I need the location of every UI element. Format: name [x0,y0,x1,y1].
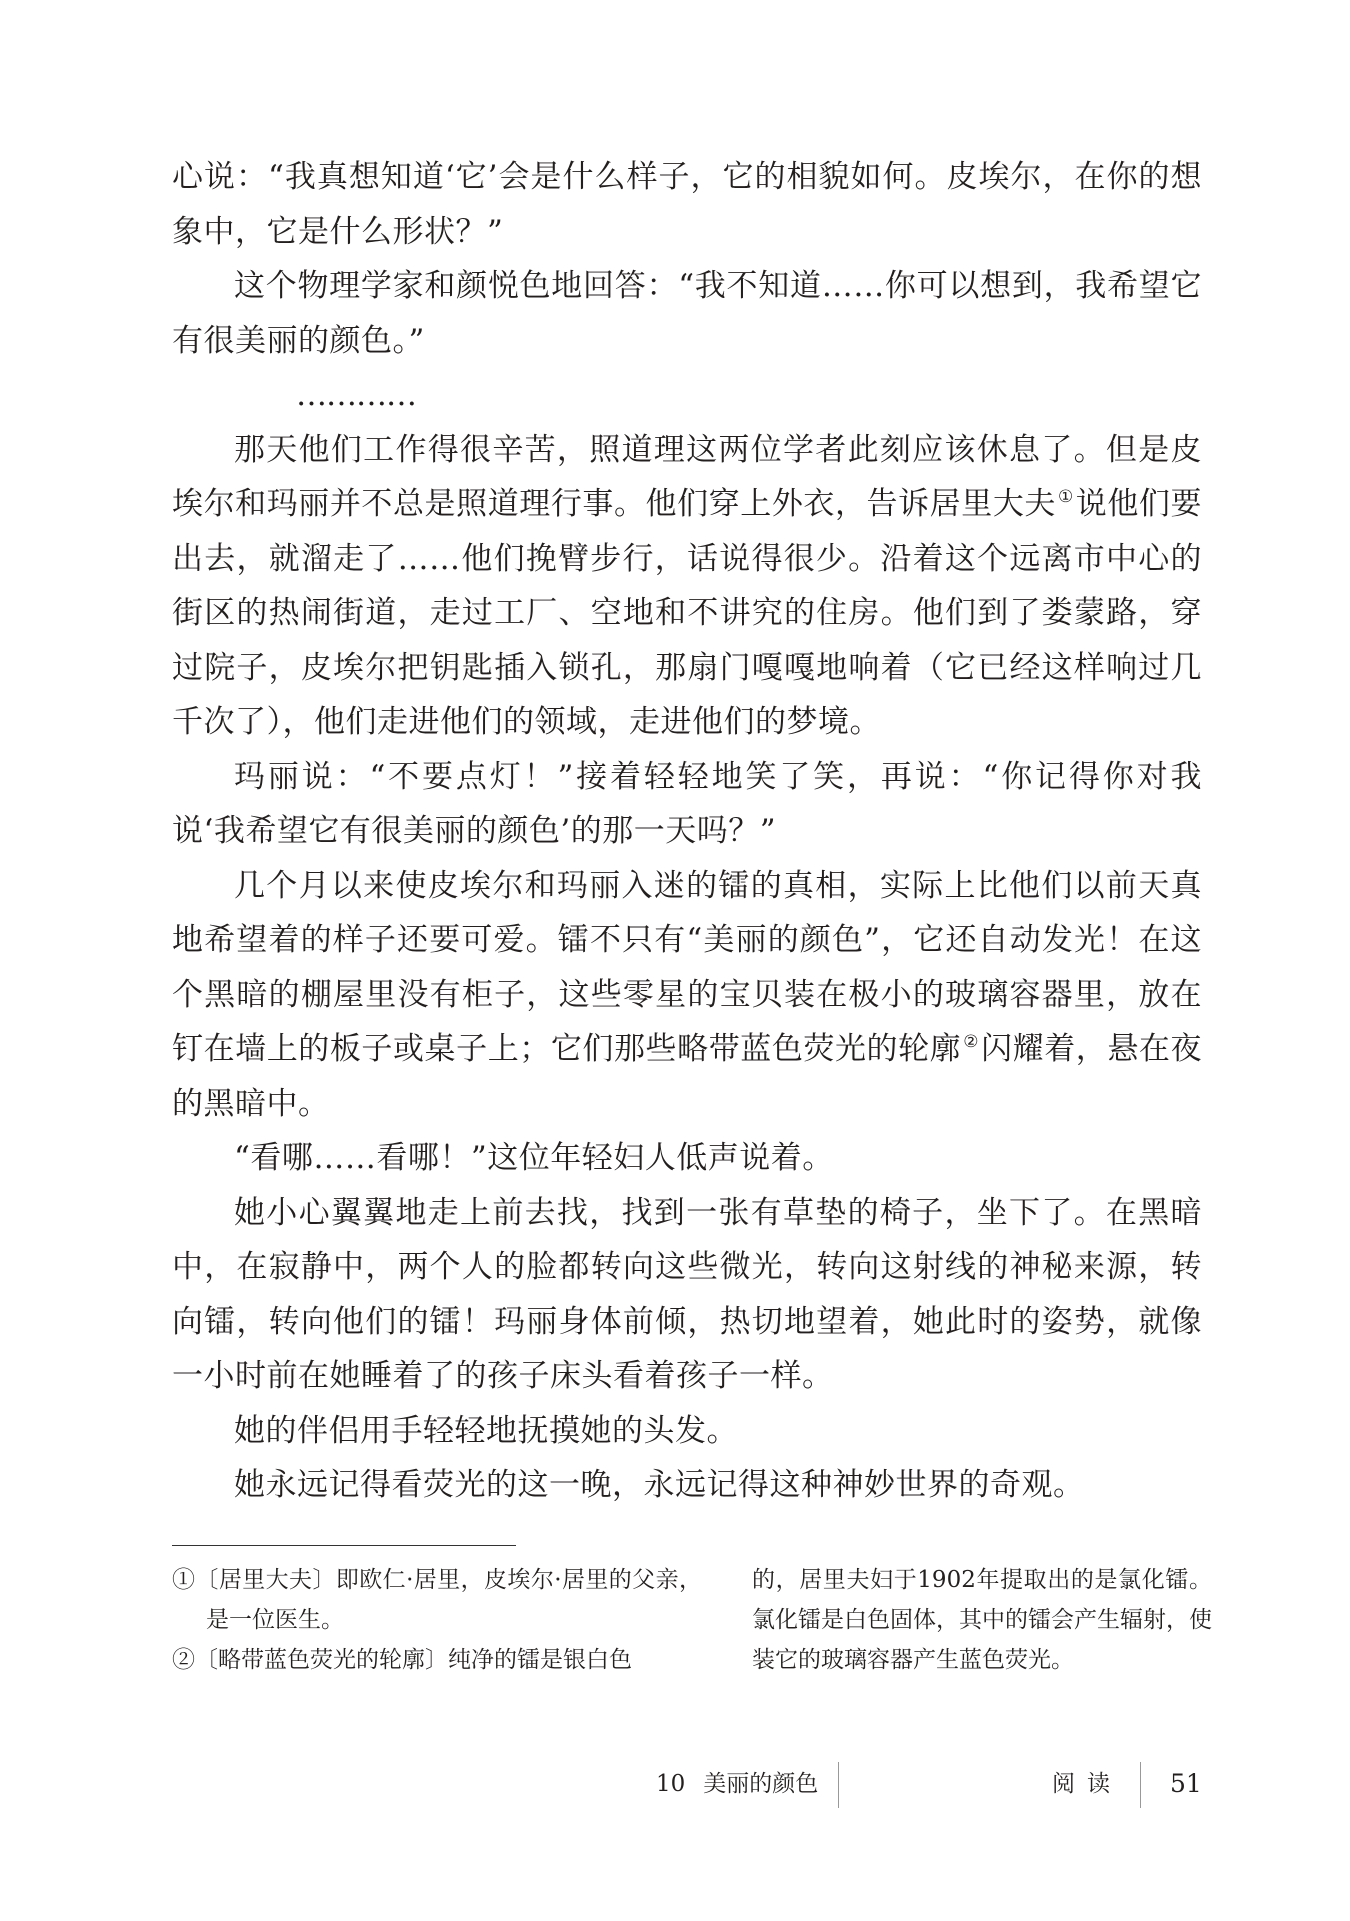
paragraph [172,423,1202,750]
ellipsis-dots: ………… [296,377,416,413]
ellipsis-separator [172,368,1202,423]
paragraph [172,859,1202,1132]
paragraph: 她的伴侣用手轻轻地抚摸她的头发。 [234,1412,738,1449]
paragraph: 她永远记得看荧光的这一晚，永远记得这种神妙世界的奇观。 [234,1467,1085,1503]
footnote-2-continued: 的，居里夫妇于1902年提取出的是氯化镭。氯化镭是白色固体，其中的镭会产生辐射，使装它的玻璃容器产生蓝色荧光。 [752,1567,1212,1673]
paragraph-text: 说他们要出去，就溜走了……他们挽臂步行，话说得很少。沿着这个远离市中心的街区的热闹街道，走过工厂、空地和不讲究的住房。他们到了娄蒙路，穿过院子，皮埃尔把钥匙插入锁孔，那扇门嘎嘎地响着（它已经这样响过几千次了），他们走进他们的领域，走进他们的梦境。 [172,486,1202,740]
paragraph-text: 几个月以来使皮埃尔和玛丽入迷的镭的真相，实际上比他们以前天真地希望着的样子还要可爱。镭不只有“美丽的颜色”，它还自动发光！在这个黑暗的棚屋里没有柜子，这些零星的宝贝装在极小的玻璃容器里，放在钉在墙上的板子或桌子上；它们那些略带蓝色荧光的轮廓 [172,867,1202,1067]
paragraph: 玛丽说：“不要点灯！”接着轻轻地笑了笑，再说：“你记得你对我说‘我希望它有很美丽的颜色’的那一天吗？” [172,758,1202,849]
paragraph: 心说：“我真想知道‘它’会是什么样子，它的相貌如何。皮埃尔，在你的想象中，它是什么形状？” [172,159,1202,250]
footnote-2: ②〔略带蓝色荧光的轮廓〕纯净的镭是银白色 [172,1647,632,1673]
footnote-1: ①〔居里大夫〕即欧仁·居里，皮埃尔·居里的父亲，是一位医生。 [172,1567,702,1633]
paragraph: 这个物理学家和颜悦色地回答：“我不知道……你可以想到，我希望它有很美丽的颜色。” [172,268,1202,359]
page-number: 51 [1170,1769,1202,1798]
footnotes-left-column [172,1560,702,1680]
paragraph: 她小心翼翼地走上前去找，找到一张有草垫的椅子，坐下了。在黑暗中，在寂静中，两个人的脸都转向这些微光，转向这射线的神秘来源，转向镭，转向他们的镭！玛丽身体前倾，热切地望着，她此时的姿势，就像一小时前在她睡着了的孩子床头看着孩子一样。 [172,1194,1202,1394]
footnote-divider [172,1545,516,1546]
lesson-number: 10 [656,1771,686,1797]
paragraph: “看哪……看哪！”这位年轻妇人低声说着。 [234,1140,834,1176]
footer-divider [838,1762,839,1808]
paragraph-text: 那天他们工作得很辛苦，照道理这两位学者此刻应该休息了。但是皮埃尔和玛丽并不总是照道理行事。他们穿上外衣，告诉居里大夫 [172,431,1202,522]
footnote-marker-1: ① [1057,487,1074,507]
body-text [172,150,1202,1513]
lesson-title: 美丽的颜色 [703,1771,819,1797]
paragraph-text: 闪耀着，悬在夜的黑暗中。 [172,1031,1202,1122]
footer-section: 阅读 [1052,1771,1122,1797]
footnote-marker-2: ② [963,1032,980,1052]
footnotes-right-column [752,1560,1212,1680]
footer-divider [1140,1762,1141,1808]
footer-lesson [656,1760,818,1820]
